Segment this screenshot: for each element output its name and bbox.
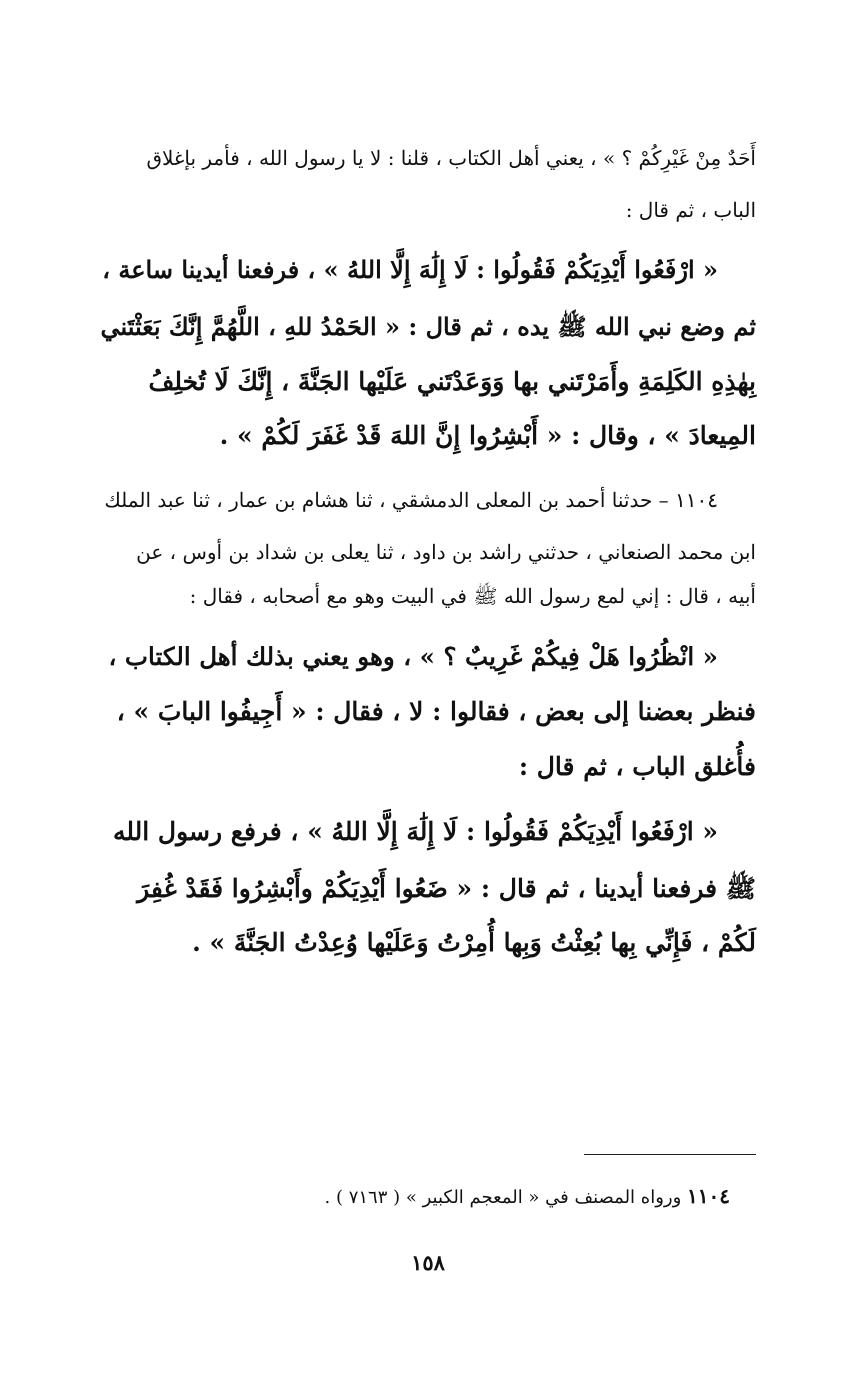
matn-line: « ارْفَعُوا أَيْدِيَكُمْ فَقُولُوا : لَا إِلَٰهَ إِلَّا اللهُ » ، فرفع رسول الله xyxy=(112,817,718,846)
quote-line: « ارْفَعُوا أَيْدِيَكُمْ فَقُولُوا : لَا إِلَٰهَ إِلَّا اللهُ » ، فرفعنا أيدينا ساعة ، xyxy=(102,255,718,284)
text-line: أَحَدٌ مِنْ غَيْرِكُمْ ؟ » ، يعني أهل الكتاب ، قلنا : لا يا رسول الله ، فأمر بإغلاق xyxy=(146,146,756,170)
isnad-line: أبيه ، قال : إني لمع رسول الله ﷺ في البيت وهو مع أصحابه ، فقال : xyxy=(189,584,756,608)
matn-line: لَكُمْ ، فَإِنِّي بِها بُعِثْتُ وَبِها أُمِرْتُ وَعَلَيْها وُعِدْتُ الجَنَّةَ » . xyxy=(192,928,756,957)
page-number: ١٥٨ xyxy=(411,1250,445,1275)
quote-line: المِيعادَ » ، وقال : « أَبْشِرُوا إِنَّ اللهَ قَدْ غَفَرَ لَكُمْ » . xyxy=(219,421,756,450)
footnote-separator xyxy=(584,1154,756,1155)
matn-line: فأُغلق الباب ، ثم قال : xyxy=(518,752,756,781)
matn-line: « انْظُرُوا هَلْ فِيكُمْ غَرِيبٌ ؟ » ، وهو يعني بذلك أهل الكتاب ، xyxy=(108,642,718,671)
quote-line: بِهٰذِهِ الكَلِمَةِ وأَمَرْتَني بها وَوَعَدْتَني عَلَيْها الجَنَّةَ ، إِنَّكَ لَا تُخلِفُ xyxy=(148,367,756,396)
footnote-text: ورواه المصنف في « المعجم الكبير » ( ٧١٦٣ ) . xyxy=(324,1187,682,1208)
quote-line: ثم وضع نبي الله ﷺ يده ، ثم قال : « الحَمْدُ للهِ ، اللَّهُمَّ إِنَّكَ بَعَثْتَني xyxy=(100,312,756,341)
isnad-line: ١١٠٤ – حدثنا أحمد بن المعلى الدمشقي ، ثنا هشام بن عمار ، ثنا عبد الملك xyxy=(104,488,718,512)
isnad-line: ابن محمد الصنعاني ، حدثني راشد بن داود ، ثنا يعلى بن شداد بن أوس ، عن xyxy=(136,540,756,564)
text-line: الباب ، ثم قال : xyxy=(625,198,756,222)
footnote-number: ١١٠٤ xyxy=(687,1184,730,1208)
matn-line: ﷺ فرفعنا أيدينا ، ثم قال : « ضَعُوا أَيْدِيَكُمْ وأَبْشِرُوا فَقَدْ غُفِرَ xyxy=(137,874,756,903)
footnote xyxy=(325,1184,730,1208)
matn-line: فنظر بعضنا إلى بعض ، فقالوا : لا ، فقال : « أَجِيفُوا البابَ » ، xyxy=(116,697,756,726)
